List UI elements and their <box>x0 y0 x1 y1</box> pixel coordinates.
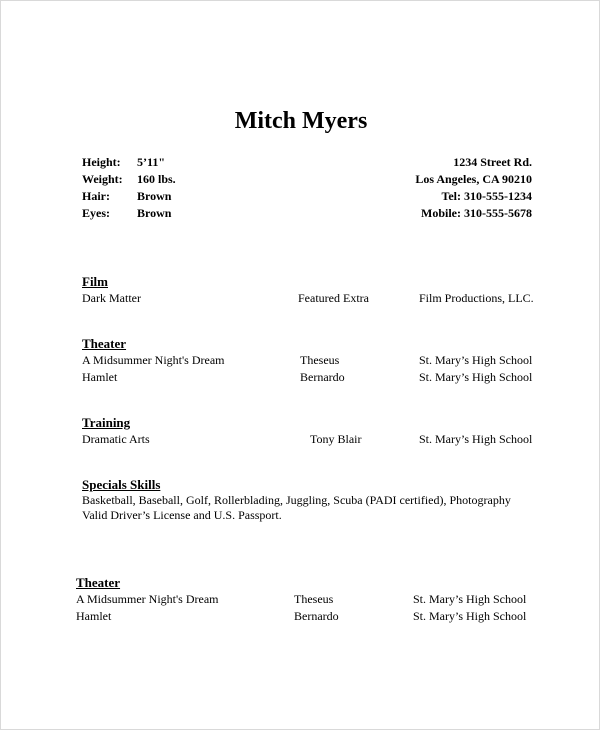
stat-height <box>82 154 176 171</box>
credit-row <box>82 431 562 448</box>
section-title: Theater <box>82 336 127 351</box>
theater-section-2 <box>76 574 556 625</box>
credit-row <box>76 591 556 608</box>
credit-title: Dark Matter <box>82 291 141 305</box>
stat-weight <box>82 171 176 188</box>
credit-role: Featured Extra <box>298 291 369 305</box>
credit-title: Dramatic Arts <box>82 432 150 446</box>
theater-section <box>82 335 562 386</box>
stat-value: Brown <box>137 189 172 203</box>
contact-info <box>415 154 532 222</box>
stat-value: 160 lbs. <box>137 172 176 186</box>
credit-role: Bernardo <box>300 370 345 384</box>
credit-role: Tony Blair <box>310 432 362 446</box>
section-title: Training <box>82 415 131 430</box>
stat-label: Eyes: <box>82 206 110 220</box>
stat-value: Brown <box>137 206 172 220</box>
credit-company: St. Mary’s High School <box>419 353 533 367</box>
stat-value: 5’11" <box>137 155 165 169</box>
credit-title: Hamlet <box>82 370 118 384</box>
credit-company: Film Productions, LLC. <box>419 291 534 305</box>
address-line-1: 1234 Street Rd. <box>453 155 532 169</box>
credit-role: Theseus <box>294 592 334 606</box>
section-title: Film <box>82 274 108 289</box>
credit-row <box>82 352 562 369</box>
credit-company: St. Mary’s High School <box>419 370 533 384</box>
credit-role: Theseus <box>300 353 340 367</box>
telephone: Tel: 310-555-1234 <box>441 189 532 203</box>
credit-title: Hamlet <box>76 609 112 623</box>
credit-title: A Midsummer Night's Dream <box>82 353 225 367</box>
stat-eyes <box>82 205 176 222</box>
training-section <box>82 414 562 448</box>
address-line-2: Los Angeles, CA 90210 <box>415 172 532 186</box>
stat-label: Height: <box>82 155 121 169</box>
stat-label: Hair: <box>82 189 110 203</box>
credit-company: St. Mary’s High School <box>413 592 527 606</box>
credit-row <box>82 290 562 307</box>
section-title: Specials Skills <box>82 477 161 492</box>
credit-row <box>82 369 562 386</box>
film-section <box>82 273 562 307</box>
stat-hair <box>82 188 176 205</box>
skills-section <box>82 476 562 523</box>
credit-role: Bernardo <box>294 609 339 623</box>
skills-line: Valid Driver’s License and U.S. Passport. <box>82 508 282 522</box>
credit-title: A Midsummer Night's Dream <box>76 592 219 606</box>
resume-name: Mitch Myers <box>234 108 368 134</box>
credit-row <box>76 608 556 625</box>
physical-stats <box>82 154 176 222</box>
section-title: Theater <box>76 575 121 590</box>
mobile: Mobile: 310-555-5678 <box>421 206 532 220</box>
skills-line: Basketball, Baseball, Golf, Rollerblading, Juggling, Scuba (PADI certified), Photography <box>82 493 511 507</box>
stat-label: Weight: <box>82 172 123 186</box>
credit-company: St. Mary’s High School <box>413 609 527 623</box>
credit-company: St. Mary’s High School <box>419 432 533 446</box>
